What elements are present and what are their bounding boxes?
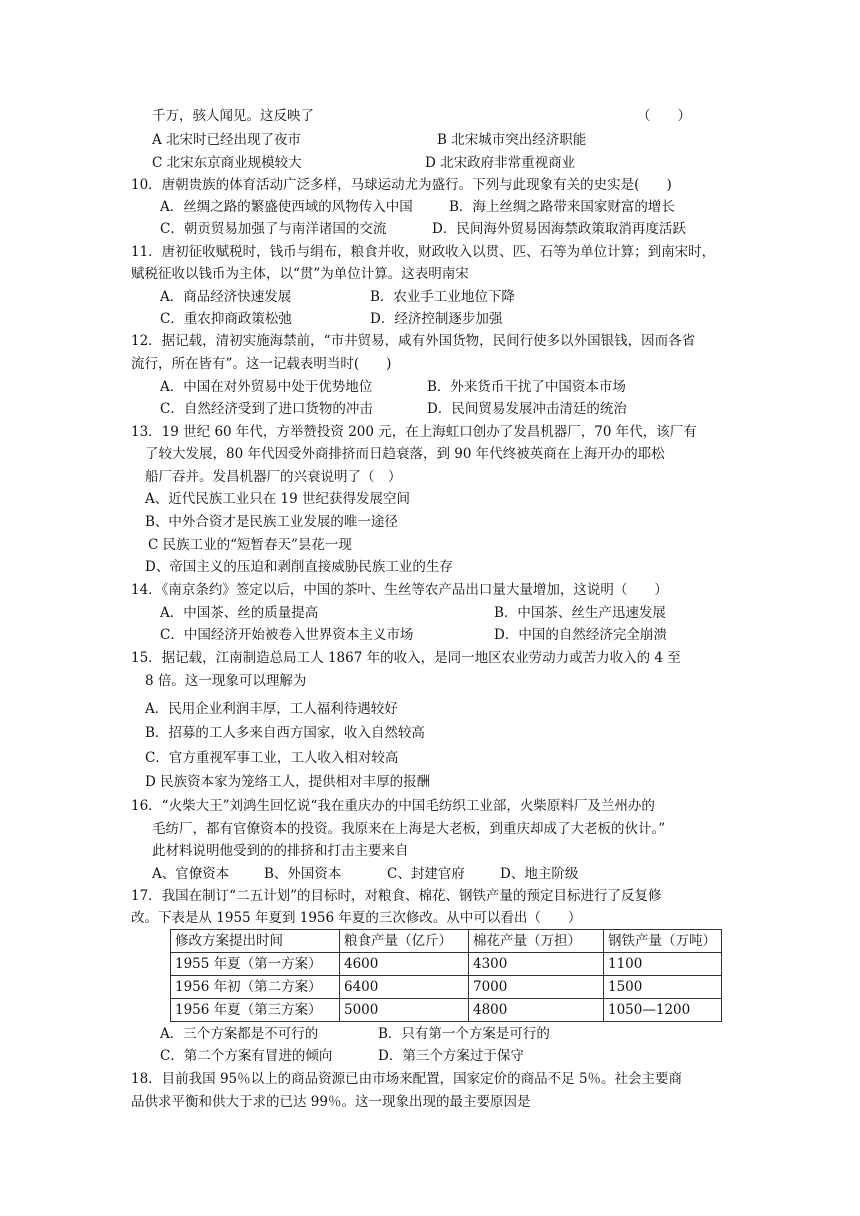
- q15-stem-line1: 15．据记载，江南制造总局工人 1867 年的收入，是同一地区农业劳动力或苦力收入的 4 至: [131, 650, 681, 666]
- table-cell: 4600: [340, 953, 469, 976]
- q11-option-a: A．商品经济快速发展: [160, 289, 292, 305]
- q11-stem-line1: 11．唐初征收赋税时，钱币与绢布，粮食并收，财政收入以贯、匹、石等为单位计算；到南宋时，: [131, 244, 716, 260]
- q13-option-d: D、帝国主义的压迫和剥削直接威胁民族工业的生存: [145, 559, 453, 575]
- table-cell: 1050—1200: [604, 999, 722, 1022]
- q9-stem-end: 千万，骇人闻见。这反映了: [152, 108, 314, 124]
- table-header-cell: 钢铁产量（万吨）: [604, 930, 722, 953]
- q11-option-d: D．经济控制逐步加强: [370, 311, 503, 327]
- q10-option-d: D．民间海外贸易因海禁政策取消再度活跃: [432, 221, 686, 237]
- q10-option-a: A．丝绸之路的繁盛使西域的风物传入中国: [160, 199, 413, 215]
- plan-revision-table: [170, 929, 722, 1022]
- q12-stem-line1: 12．据记载，清初实施海禁前，“市井贸易，咸有外国货物，民间行使多以外国银钱，因而各省: [131, 333, 696, 349]
- table-row: [171, 976, 722, 999]
- table-cell: 1100: [604, 953, 722, 976]
- q9-option-c: C 北宋东京商业规模较大: [152, 155, 302, 171]
- q17-option-a: A．三个方案都是不可行的: [160, 1026, 319, 1042]
- table-cell: 1956 年初（第二方案）: [171, 976, 340, 999]
- q16-stem-line1: 16．“火柴大王”刘鸿生回忆说“我在重庆办的中国毛纺织工业部，火柴原料厂及兰州办的: [131, 798, 655, 814]
- q17-option-d: D．第三个方案过于保守: [378, 1048, 524, 1064]
- q16-option-b: B、外国资本: [264, 866, 342, 882]
- q9-option-b: B 北宋城市突出经济职能: [437, 132, 587, 148]
- q17-option-b: B．只有第一个方案是可行的: [378, 1026, 550, 1042]
- q15-option-c: C．官方重视军事工业，工人收入相对较高: [145, 750, 399, 766]
- q12-stem-line2: 流行，所在皆有”。这一记载表明当时( ): [131, 356, 392, 372]
- q14-option-d: D．中国的自然经济完全崩溃: [494, 627, 667, 643]
- table-cell: 1955 年夏（第一方案）: [171, 953, 340, 976]
- q9-option-d: D 北宋政府非常重视商业: [425, 155, 576, 171]
- q11-option-c: C．重农抑商政策松弛: [160, 311, 292, 327]
- table-cell: 1500: [604, 976, 722, 999]
- q13-stem-line3: 船厂吞并。发昌机器厂的兴衰说明了（ ）: [145, 469, 402, 485]
- q13-option-a: A、近代民族工业只在 19 世纪获得发展空间: [145, 491, 411, 507]
- q15-option-a: A．民用企业利润丰厚，工人福利待遇较好: [145, 701, 398, 717]
- table-cell: 6400: [340, 976, 469, 999]
- q17-option-c: C．第二个方案有冒进的倾向: [160, 1048, 333, 1064]
- table-cell: 5000: [340, 999, 469, 1022]
- table-header-row: [171, 930, 722, 953]
- q12-option-a: A．中国在对外贸易中处于优势地位: [160, 379, 373, 395]
- q16-option-a: A、官僚资本: [152, 866, 230, 882]
- q18-stem-line2: 品供求平衡和供大于求的已达 99％。这一现象出现的最主要原因是: [131, 1094, 531, 1110]
- q13-stem-line2: 了较大发展，80 年代因受外商排挤而日趋衰落，到 90 年代终被英商在上海开办的耶松: [145, 446, 665, 462]
- q12-option-d: D．民间贸易发展冲击清廷的统治: [427, 401, 627, 417]
- q10-option-b: B．海上丝绸之路带来国家财富的增长: [449, 199, 675, 215]
- q14-option-a: A．中国茶、丝的质量提高: [160, 605, 319, 621]
- q10-option-c: C．朝贡贸易加强了与南洋诸国的交流: [160, 221, 387, 237]
- q13-option-b: B、中外合资才是民族工业发展的唯一途径: [145, 514, 398, 530]
- q9-option-a: A 北宋时已经出现了夜市: [152, 132, 302, 148]
- q9-answer-bracket: （ ）: [637, 108, 691, 124]
- table-header-cell: 棉花产量（万担）: [469, 930, 604, 953]
- table-row: [171, 953, 722, 976]
- q14-option-b: B．中国茶、丝生产迅速发展: [494, 605, 666, 621]
- q18-stem-line1: 18．目前我国 95％以上的商品资源已由市场来配置，国家定价的商品不足 5％。社会主要商: [131, 1071, 683, 1087]
- q13-option-c: C 民族工业的“短暂春天”昙花一现: [148, 537, 352, 553]
- q15-option-d: D 民族资本家为笼络工人，提供相对丰厚的报酬: [145, 774, 431, 790]
- q16-option-d: D、地主阶级: [500, 866, 579, 882]
- q11-stem-line2: 赋税征收以钱币为主体，以“贯”为单位计算。这表明南宋: [131, 266, 469, 282]
- q10-stem: 10．唐朝贵族的体育活动广泛多样，马球运动尤为盛行。下列与此现象有关的史实是( ): [131, 177, 672, 193]
- q16-stem-line2: 毛纺厂，都有官僚资本的投资。我原来在上海是大老板，到重庆却成了大老板的伙计。”: [152, 821, 666, 837]
- q15-option-b: B．招募的工人多来自西方国家，收入自然较高: [145, 725, 425, 741]
- table-cell: 4300: [469, 953, 604, 976]
- table-cell: 7000: [469, 976, 604, 999]
- table-header-cell: 修改方案提出时间: [171, 930, 340, 953]
- table-cell: 1956 年夏（第三方案）: [171, 999, 340, 1022]
- q17-stem-line2: 改。下表是从 1955 年夏到 1956 年夏的三次修改。从中可以看出（ ）: [131, 910, 582, 926]
- q11-option-b: B．农业手工业地位下降: [370, 289, 515, 305]
- q13-stem-line1: 13．19 世纪 60 年代，方举赞投资 200 元，在上海虹口创办了发昌机器厂，70 年代，该厂有: [131, 424, 697, 440]
- table-row: [171, 999, 722, 1022]
- q14-stem: 14．《南京条约》签定以后，中国的茶叶、生丝等农产品出口量大量增加，这说明（ ）: [131, 582, 668, 598]
- q17-stem-line1: 17．我国在制订“二五计划”的目标时，对粮食、棉花、钢铁产量的预定目标进行了反复修: [131, 888, 662, 904]
- q16-stem-line3: 此材料说明他受到的的排挤和打击主要来自: [152, 843, 409, 859]
- q12-option-b: B．外来货币干扰了中国资本市场: [427, 379, 626, 395]
- table-header-cell: 粮食产量（亿斤）: [340, 930, 469, 953]
- q16-option-c: C、封建官府: [387, 866, 465, 882]
- q14-option-c: C．中国经济开始被卷入世界资本主义市场: [160, 627, 414, 643]
- table-cell: 4800: [469, 999, 604, 1022]
- q12-option-c: C．自然经济受到了进口货物的冲击: [160, 401, 373, 417]
- q15-stem-line2: 8 倍。这一现象可以理解为: [145, 673, 307, 689]
